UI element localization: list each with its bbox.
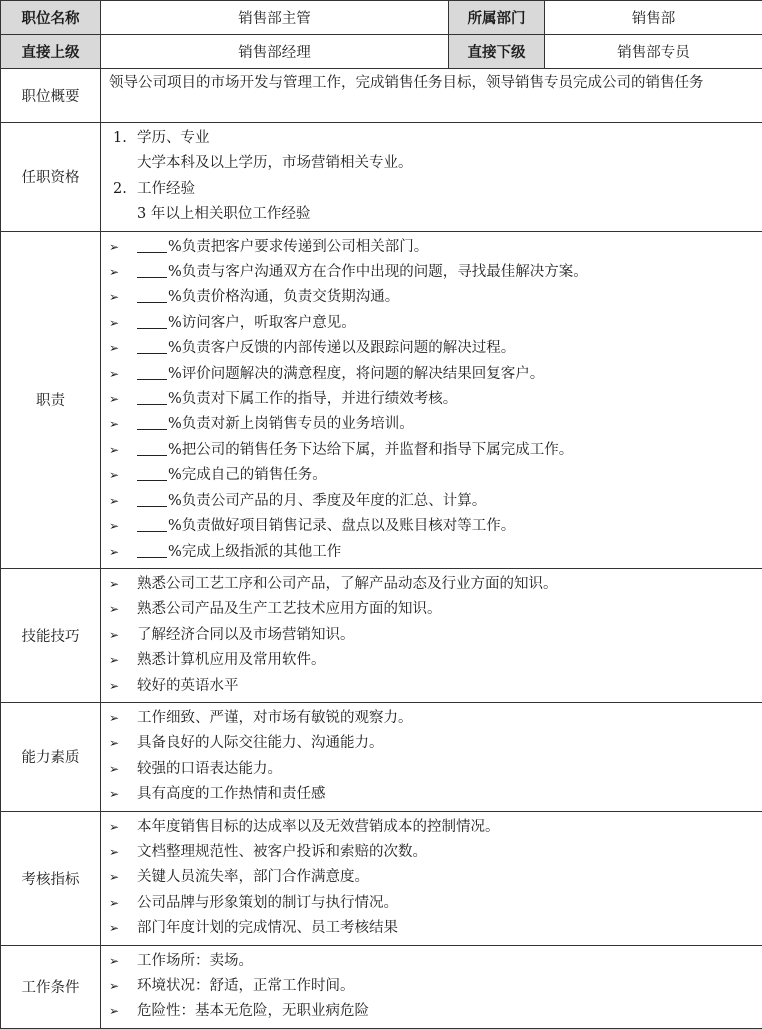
conditions-item-text: 工作场所：卖场。 — [137, 953, 253, 969]
arrow-bullet-icon: ➢ — [109, 260, 137, 285]
duties-item-text: %负责对下属工作的指导，并进行绩效考核。 — [168, 391, 457, 407]
header-row-2 — [1, 35, 762, 69]
header-row-1 — [1, 1, 762, 35]
arrow-bullet-icon: ➢ — [109, 865, 137, 890]
arrow-bullet-icon: ➢ — [109, 731, 137, 756]
duties-item — [109, 438, 754, 463]
duties-item — [109, 311, 754, 336]
fill-in-blank — [137, 390, 167, 405]
duties-item-text: %负责与客户沟通双方在合作中出现的问题，寻找最佳解决方案。 — [168, 264, 588, 280]
fill-in-blank — [137, 441, 167, 456]
duties-item-text: %负责做好项目销售记录、盘点以及账目核对等工作。 — [168, 518, 515, 534]
overview-label: 职位概要 — [1, 69, 101, 123]
qualification-detail: 大学本科及以上学历，市场营销相关专业。 — [113, 151, 754, 176]
kpis-item — [109, 891, 754, 916]
fill-in-blank — [137, 415, 167, 430]
fill-in-blank — [137, 263, 167, 278]
abilities-item — [109, 782, 754, 807]
kpis-item — [109, 840, 754, 865]
abilities-label: 能力素质 — [1, 702, 101, 811]
duties-item — [109, 362, 754, 387]
abilities-item-text: 较强的口语表达能力。 — [137, 761, 282, 777]
fill-in-blank — [137, 517, 167, 532]
department-label: 所属部门 — [449, 1, 545, 35]
kpis-item-text: 本年度销售目标的达成率以及无效营销成本的控制情况。 — [137, 819, 500, 835]
conditions-item — [109, 949, 754, 974]
arrow-bullet-icon: ➢ — [109, 891, 137, 916]
kpis-item — [109, 815, 754, 840]
abilities-item — [109, 706, 754, 731]
abilities-item — [109, 731, 754, 756]
duties-item — [109, 540, 754, 565]
position-title-value: 销售部主管 — [101, 1, 449, 35]
kpis-item-text: 部门年度计划的完成情况、员工考核结果 — [137, 920, 398, 936]
arrow-bullet-icon: ➢ — [109, 674, 137, 699]
kpis-item-text: 关键人员流失率，部门合作满意度。 — [137, 869, 369, 885]
skills-item — [109, 648, 754, 673]
duties-item-text: %负责价格沟通，负责交货期沟通。 — [168, 289, 399, 305]
arrow-bullet-icon: ➢ — [109, 540, 137, 565]
subordinate-label: 直接下级 — [449, 35, 545, 69]
arrow-bullet-icon: ➢ — [109, 815, 137, 840]
kpis-label: 考核指标 — [1, 811, 101, 945]
conditions-item-text: 危险性：基本无危险，无职业病危险 — [137, 1003, 369, 1019]
skills-item-text: 熟悉计算机应用及常用软件。 — [137, 652, 326, 668]
subordinate-value: 销售部专员 — [545, 35, 762, 69]
arrow-bullet-icon: ➢ — [109, 572, 137, 597]
overview-row — [1, 69, 762, 123]
duties-item-text: %把公司的销售任务下达给下属，并监督和指导下属完成工作。 — [168, 442, 573, 458]
arrow-bullet-icon: ➢ — [109, 623, 137, 648]
arrow-bullet-icon: ➢ — [109, 706, 137, 731]
arrow-bullet-icon: ➢ — [109, 489, 137, 514]
abilities-row — [1, 702, 762, 811]
qualification-item: 1. 学历、专业 — [113, 126, 754, 151]
arrow-bullet-icon: ➢ — [109, 916, 137, 941]
position-title-label: 职位名称 — [1, 1, 101, 35]
arrow-bullet-icon: ➢ — [109, 840, 137, 865]
arrow-bullet-icon: ➢ — [109, 648, 137, 673]
skills-item-text: 熟悉公司产品及生产工艺技术应用方面的知识。 — [137, 601, 442, 617]
duties-item — [109, 387, 754, 412]
kpis-item-text: 公司品牌与形象策划的制订与执行情况。 — [137, 895, 398, 911]
supervisor-label: 直接上级 — [1, 35, 101, 69]
duties-item — [109, 489, 754, 514]
duties-item-text: %访问客户，听取客户意见。 — [168, 315, 356, 331]
abilities-item-text: 工作细致、严谨，对市场有敏锐的观察力。 — [137, 710, 413, 726]
skills-item-text: 较好的英语水平 — [137, 678, 239, 694]
skills-item — [109, 674, 754, 699]
conditions-item — [109, 974, 754, 999]
fill-in-blank — [137, 288, 167, 303]
duties-item — [109, 463, 754, 488]
arrow-bullet-icon: ➢ — [109, 311, 137, 336]
duties-item-text: %负责公司产品的月、季度及年度的汇总、计算。 — [168, 493, 486, 509]
duties-item-text: %完成上级指派的其他工作 — [168, 544, 341, 560]
arrow-bullet-icon: ➢ — [109, 336, 137, 361]
conditions-label: 工作条件 — [1, 945, 101, 1028]
arrow-bullet-icon: ➢ — [109, 387, 137, 412]
qualification-detail: 3 年以上相关职位工作经验 — [113, 202, 754, 227]
duties-item — [109, 285, 754, 310]
fill-in-blank — [137, 492, 167, 507]
duties-item — [109, 412, 754, 437]
arrow-bullet-icon: ➢ — [109, 285, 137, 310]
skills-item — [109, 623, 754, 648]
kpis-item — [109, 865, 754, 890]
duties-item — [109, 235, 754, 260]
arrow-bullet-icon: ➢ — [109, 438, 137, 463]
kpis-item — [109, 916, 754, 941]
arrow-bullet-icon: ➢ — [109, 463, 137, 488]
abilities-item-text: 具有高度的工作热情和责任感 — [137, 786, 326, 802]
skills-row — [1, 568, 762, 702]
duties-item — [109, 260, 754, 285]
conditions-item — [109, 999, 754, 1024]
arrow-bullet-icon: ➢ — [109, 597, 137, 622]
skills-item — [109, 597, 754, 622]
qualifications-label: 任职资格 — [1, 123, 101, 232]
duties-item-text: %负责对新上岗销售专员的业务培训。 — [168, 416, 414, 432]
supervisor-value: 销售部经理 — [101, 35, 449, 69]
duties-item-text: %评价问题解决的满意程度，将问题的解决结果回复客户。 — [168, 366, 544, 382]
arrow-bullet-icon: ➢ — [109, 974, 137, 999]
fill-in-blank — [137, 365, 167, 380]
duties-item — [109, 514, 754, 539]
arrow-bullet-icon: ➢ — [109, 757, 137, 782]
department-value: 销售部 — [545, 1, 762, 35]
skills-item — [109, 572, 754, 597]
arrow-bullet-icon: ➢ — [109, 514, 137, 539]
arrow-bullet-icon: ➢ — [109, 999, 137, 1024]
arrow-bullet-icon: ➢ — [109, 362, 137, 387]
qualification-item: 2. 工作经验 — [113, 177, 754, 202]
skills-item-text: 熟悉公司工艺工序和公司产品，了解产品动态及行业方面的知识。 — [137, 576, 558, 592]
overview-text: 领导公司项目的市场开发与管理工作，完成销售任务目标，领导销售专员完成公司的销售任务 — [109, 72, 754, 94]
arrow-bullet-icon: ➢ — [109, 782, 137, 807]
fill-in-blank — [137, 238, 167, 253]
fill-in-blank — [137, 466, 167, 481]
conditions-row — [1, 945, 762, 1028]
fill-in-blank — [137, 543, 167, 558]
kpis-item-text: 文档整理规范性、被客户投诉和索赔的次数。 — [137, 844, 427, 860]
duties-item-text: %负责把客户要求传递到公司相关部门。 — [168, 239, 428, 255]
duties-item — [109, 336, 754, 361]
kpis-row — [1, 811, 762, 945]
abilities-item-text: 具备良好的人际交往能力、沟通能力。 — [137, 735, 384, 751]
skills-item-text: 了解经济合同以及市场营销知识。 — [137, 627, 355, 643]
arrow-bullet-icon: ➢ — [109, 949, 137, 974]
skills-label: 技能技巧 — [1, 568, 101, 702]
arrow-bullet-icon: ➢ — [109, 235, 137, 260]
duties-row — [1, 231, 762, 568]
duties-label: 职责 — [1, 231, 101, 568]
fill-in-blank — [137, 314, 167, 329]
fill-in-blank — [137, 339, 167, 354]
abilities-item — [109, 757, 754, 782]
conditions-item-text: 环境状况：舒适，正常工作时间。 — [137, 978, 355, 994]
duties-item-text: %负责客户反馈的内部传递以及跟踪问题的解决过程。 — [168, 340, 515, 356]
qualifications-row — [1, 123, 762, 232]
arrow-bullet-icon: ➢ — [109, 412, 137, 437]
duties-item-text: %完成自己的销售任务。 — [168, 467, 327, 483]
